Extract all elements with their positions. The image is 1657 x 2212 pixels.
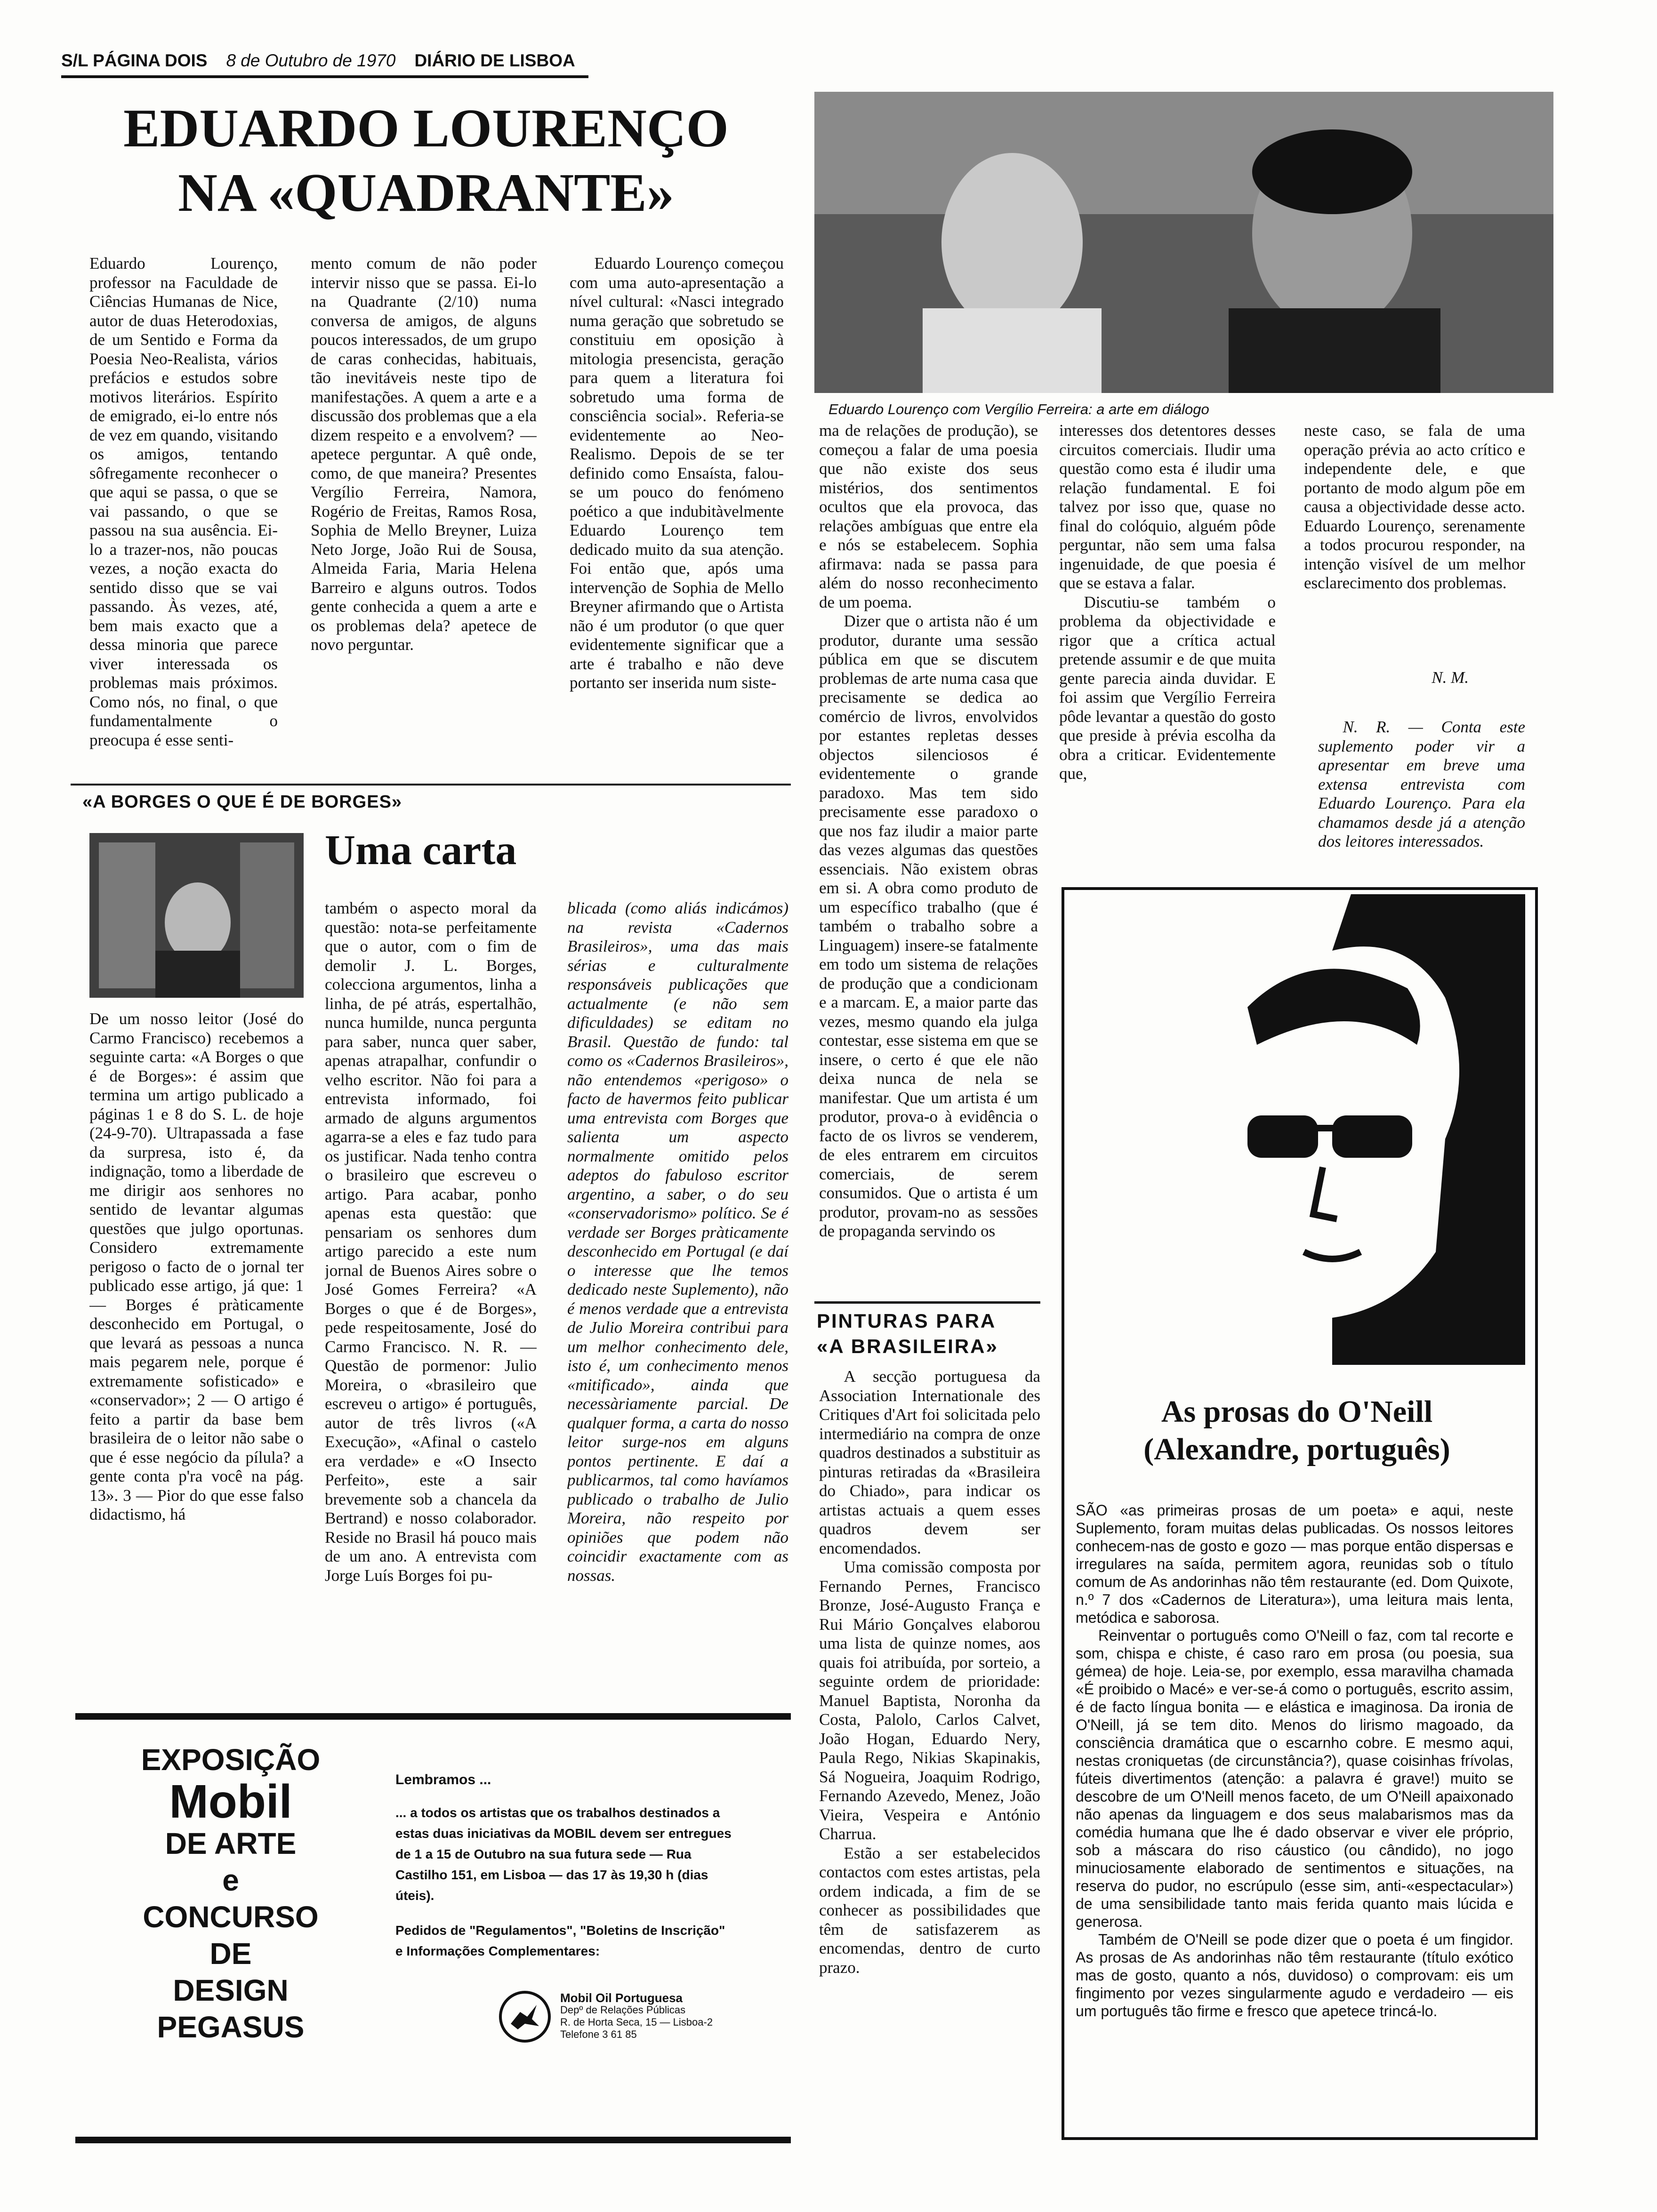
article-signature: N. M. (1432, 668, 1469, 687)
company-telephone: Telefone 3 61 85 (560, 2028, 637, 2040)
paragraph: mento comum de não poder intervir nisso que se passa. Ei-lo na Quadrante (2/10) numa conversa de amigos, de alguns poucos interessados, de um grupo de caras conhecidas, habituais, tão inevitáveis neste tipo de manifestações. A quem a arte e a discussão dos problemas que a ela dizem respeito e a envolvem? — apetece perguntar. A quê onde, como, de que maneira? Presentes Vergílio Ferreira, Namora, Rogério de Freitas, Ramos Rosa, Sophia de Mello Breyner, Luiza Neto Jorge, João Rui de Sousa, Almeida Faria, Maria Helena Barreiro e alguns outros. Todos gente conhecida a quem a arte e os problemas dela? apetece de novo perguntar. (311, 254, 537, 654)
photo-illustration (814, 92, 1553, 393)
article-column-5 (1059, 421, 1276, 873)
section-rule (71, 784, 791, 785)
company-name: Mobil Oil Portuguesa (560, 1991, 683, 2005)
mobil-logo-text: Mobil (169, 1775, 292, 1828)
article-column-1 (89, 254, 278, 781)
article-column-2 (311, 254, 537, 781)
article3-title-line1: PINTURAS PARA (817, 1310, 997, 1332)
paragraph: Discutiu-se também o problema da objectividade e rigor que a crítica actual pretende assumir e de que muita gente parecia ainda duvidar. E foi assim que Vergílio Ferreira pôde levantar a questão do gosto que preside à prévia escolha da obra a criticar. Evidentemente que, (1059, 593, 1276, 783)
oneill-illustration (1069, 894, 1525, 1365)
ad-line: DE ARTE (165, 1827, 297, 1860)
paragraph: A secção portuguesa da Association Internationale des Critiques d'Art foi solicitada pelo intermediário na compra de onze quadros destinados a substituir as pinturas retiradas da «Brasileira do Chiado», para indicar os artistas actuais a quem esses quadros devem ser encomendados. (819, 1367, 1040, 1557)
paragraph: Também de O'Neill se pode dizer que o poeta é um fingidor. As prosas de As andorinhas não têm restaurante (título exótico mas de gosto, quanto a nós, duvidoso) o comprovam: eis um fingimento por vezes singularmente agudo e verdadeiro — eis um português tão firme e fresco que apetece trincá-lo. (1076, 1931, 1513, 2020)
article3-body (819, 1367, 1040, 2141)
paragraph: Eduardo Lourenço, professor na Faculdade de Ciências Humanas de Nice, autor de duas Heterodoxias, de um Sentido e Forma da Poesia Neo-Realista, vários prefácios e estudos sobre motivos literários. Espírito de emigrado, ei-lo entre nós de vez em quando, visitando os amigos, tentando sôfregamente reconhecer o que aqui se passa, o que se vai passando, o que se passou na sua ausência. Ei-lo a trazer-nos, não poucas vezes, a noção exacta do sentido disso que se vai passando. Às vezes, até, bem mais exacto que a dessa minoria que parece viver interessada os problemas mais próximos. Como nós, no final, o que fundamentalmente o preocupa é esse senti- (89, 254, 278, 749)
paragraph: Uma comissão composta por Fernando Pernes, Francisco Bronze, José-Augusto França e Rui Mário Gonçalves elaborou uma lista de quinze nomes, aos quais foi atribuída, por sorteio, a seguinte ordem de prioridade: Manuel Baptista, Noronha da Costa, Palolo, Carlos Calvet, João Hogan, Eduardo Nery, Paula Rego, Nikias Skapinakis, Sá Nogueira, Joaquim Rodrigo, Fernando Azevedo, Menez, João Vieira, Vespeira e António Charrua. (819, 1558, 1040, 1843)
ad-line: CONCURSO (143, 1900, 319, 1934)
article4-body (1076, 1501, 1513, 2123)
paragraph: Reinventar o português como O'Neill o faz, com tal recorte e som, chispa e chiste, é caso raro em prosa (ou poesia, sua gémea) de hoje. Leia-se, por exemplo, essa maravilha chamada «É proibido o Macé» e ver-se-á como o português, escrito assim, é de facto língua bonita — e elástica e imaginosa. Da ironia de O'Neill, já se tem dito. Menos do lirismo magoado, da consciência dramática que o escarnho cobre. E mesmo aqui, nestas croniquetas (de circunstância?), quase coisinhas frívolas, fúteis divertimentos (atenção: a palavra é grave!) muito se descobre de um O'Neill menos faceto, de um O'Neill apaixonado não apenas da linguagem e dos seus malabarismos mas da comédia humana que lhe é dado observar e viver ele próprio, sob a máscara do riso cáustico (ou cândido), no jogo minuciosamente elaborado de sentimentos e situações, na reserva do pudor, no escrúpulo (esse sim, anti-«espectacular») de uma sensibilidade tanto mais ferida quanto mais lúcida e generosa. (1076, 1627, 1513, 1930)
article-column-3 (570, 254, 784, 781)
paragraph: Estão a ser estabelecidos contactos com estes artistas, pela ordem indicada, a fim de se conhecer as possibilidades que têm de satisfazerem as encomendas, dentro de curto prazo. (819, 1843, 1040, 1977)
issue-date: 8 de Outubro de 1970 (226, 51, 396, 70)
ad-top-border (75, 1713, 791, 1720)
ad-left-block (104, 1741, 358, 2045)
article-title-line2: NA «QUADRANTE» (178, 162, 674, 223)
paragraph: Dizer que o artista não é um produtor, durante uma sessão pública em que se discutem problemas de arte numa casa que precisamente se dedica ao comércio de livros, envolvidos por estantes repletas desses objectos silenciosos é evidentemente o grande paradoxo. Mas tem sido precisamente esse paradoxo o que nos faz iludir a maior parte das vezes algumas das questões essenciais. Não existem obras em si. A obra como produto de um específico trabalho (que é também o trabalho sobre a Linguagem) insere-se fatalmente em todo um sistema de relações de produção que a condicionam e a marcam. E, a maior parte das vezes, mesmo quando ela julga contestar, esse sistema em que se insere, o certo é que ele não deixa nunca de nela se manifestar. Que um artista é um produtor, prova-o à evidência o facto de os livros se venderem, de eles entrarem em circuitos comerciais, de serem consumidos. Que o artista é um produtor, provam-no as sessões de propaganda servindo os (819, 612, 1038, 1240)
ad-bottom-border (75, 2137, 791, 2143)
header-rule (61, 75, 588, 78)
section-label: S/L PÁGINA DOIS (61, 51, 208, 70)
photo-lourenco-ferreira (814, 92, 1553, 393)
article-title-line1: EDUARDO LOURENÇO (123, 98, 729, 159)
newspaper-name: DIÁRIO DE LISBOA (414, 51, 575, 70)
paragraph: ma de relações de produção), se começou a falar de uma poesia que não existe dos seus mistérios, dos sentimentos ocultos que ela provoca, das relações ambíguas que entre ela e nós se estabelecem. Sophia afirmava: nada se passa para além do nosso reconhecimento de um poema. (819, 421, 1038, 611)
editor-note: N. R. — Conta este suplemento poder vir a apresentar em breve uma extensa entrevista com Eduardo Lourenço. Para ela chamamos desde já a atenção dos leitores interessados. (1318, 718, 1525, 850)
paragraph: interesses dos detentores desses circuitos comerciais. Iludir uma questão como esta é iludir uma relação fundamental. E foi talvez por isso que, quase no final do colóquio, alguém pôde perguntar, não sem uma falsa ingenuidade, de que poesia é que se estava a falar. (1059, 421, 1276, 592)
article4-title (1069, 1393, 1525, 1468)
company-dept: Depº de Relações Públicas (560, 2004, 686, 2016)
paragraph: também o aspecto moral da questão: nota-se perfeitamente que o autor, com o fim de demolir J. L. Borges, colecciona argumentos, linha a linha, de pé atrás, espertalhão, nunca humilde, nunca pergunta para saber, nunca quer saber, apenas atrapalhar, confundir o velho escritor. Não foi para a entrevista informado, foi armado de alguns argumentos agarra-se a eles e faz tudo para os justificar. Nada tenho contra o brasileiro que escreveu o artigo. Para acabar, ponho apenas esta questão: que pensariam os senhores dum artigo parecido a este num jornal de Buenos Aires sobre o José Gomes Ferreira? «A Borges o que é de Borges», pede respeitosamente, José do Carmo Francisco. N. R. — Questão de pormenor: Julio Moreira, o «brasileiro que escreveu o artigo» é português, autor de três livros («A Execução», «Afinal o castelo era verdade» e «O Insecto Perfeito», este a sair brevemente sob a chancela da Bertrand) e nosso colaborador. Reside no Brasil há pouco mais de um ano. A entrevista com Jorge Luís Borges foi pu- (325, 899, 537, 1585)
article2-column-3 (567, 899, 788, 1687)
page-header (61, 51, 575, 71)
ad-line: EXPOSIÇÃO (141, 1743, 321, 1777)
article3-top-rule (814, 1301, 1040, 1304)
ad-text-2: Pedidos de "Regulamentos", "Boletins de Inscrição" e Informações Complementares: (395, 1923, 725, 1958)
ad-lembramos: Lembramos ... (395, 1772, 491, 1787)
ad-company-block (560, 1992, 713, 2041)
photo-borges (89, 833, 304, 998)
ad-line: DE (209, 1937, 252, 1971)
article2-kicker: «A BORGES O QUE É DE BORGES» (82, 792, 402, 812)
ad-line: e (222, 1863, 239, 1897)
article2-column-2 (325, 899, 537, 1687)
oneill-portrait (1069, 894, 1525, 1365)
article3-title (817, 1308, 998, 1359)
ad-line: PEGASUS (157, 2010, 305, 2044)
company-address: R. de Horta Seca, 15 — Lisboa-2 (560, 2016, 713, 2028)
article3-title-line2: «A BRASILEIRA» (817, 1335, 998, 1357)
paragraph: blicada (como aliás indicámos) na revista «Cadernos Brasileiros», uma das mais sérias e culturalmente responsáveis publicações que actualmente (e não sem dificuldades) se editam no Brasil. Questão de fundo: tal como os «Cadernos Brasileiros», não entendemos «perigoso» o facto de havermos feito publicar uma entrevista com Borges que salienta um aspecto normalmente omitido pelos adeptos do fabuloso escritor argentino, a saber, o do seu «conservadorismo» político. Se é verdade ser Borges pràticamente desconhecido em Portugal (e daí o interesse que lhe temos dedicado neste Suplemento), não é menos verdade que a entrevista de Julio Moreira contribui para um melhor conhecimento dele, isto é, um conhecimento menos «mitificado», ainda que necessàriamente parcial. De qualquer forma, a carta do nosso leitor surge-nos em alguns pontos pertinente. E daí a publicarmos, tal como havíamos publicado o trabalho de Julio Moreira, não respeito por opiniões que podem não coincidir exactamente com as nossas. (567, 899, 788, 1585)
article-column-6 (1304, 421, 1525, 666)
article-title (85, 96, 767, 225)
article2-title: Uma carta (325, 827, 517, 874)
pegasus-logo (499, 1991, 551, 2043)
article4-title-line1: As prosas do O'Neill (1161, 1395, 1433, 1429)
borges-photo (89, 833, 304, 998)
article2-column-1 (89, 1010, 304, 1687)
paragraph: De um nosso leitor (José do Carmo Francisco) recebemos a seguinte carta: «A Borges o que é de Borges»: é assim que termina um artigo publicado a páginas 1 e 8 do S. L. de hoje (24-9-70). Ultrapassada a fase da surpresa, isto é, da indignação, tomo a liberdade de me dirigir aos senhores no sentido de levantar algumas questões que julgo oportunas. Considero extremamente perigoso o facto de o jornal ter publicado esse artigo, já que: 1 — Borges é pràticamente desconhecido em Portugal, o que levará as pessoas a nunca mais pegarem nele, porque é extremamente sofisticado» e «conservador»; 2 — O artigo é feito a partir da base bem brasileira de o leitor não sabe o que é esse negócio da pílula? a gente conta p'ra você na pág. 13». 3 — Pior do que esse falso didactismo, há (89, 1010, 304, 1523)
ad-text-1: ... a todos os artistas que os trabalhos destinados a estas duas iniciativas da MOBIL devem ser entregues de 1 a 15 de Outubro na sua futura sede — Rua Castilho 151, em Lisboa — das 17 às 19,30 h (dias úteis). (395, 1805, 732, 1903)
pegasus-icon (499, 1991, 551, 2043)
article-column-4 (819, 421, 1038, 1297)
paragraph: neste caso, se fala de uma operação prévia ao acto crítico e independente dele, e que portanto de modo algum põe em causa a objectividade desse acto. Eduardo Lourenço, serenamente a todos procurou responder, na intenção visível de um melhor esclarecimento dos problemas. (1304, 421, 1525, 592)
photo-caption: Eduardo Lourenço com Vergílio Ferreira: a arte em diálogo (828, 401, 1209, 417)
paragraph: Eduardo Lourenço começou com uma auto-apresentação a nível cultural: «Nasci integrado numa geração que sobretudo se constituiu em oposição à mitologia presencista, geração para quem a literatura foi sobretudo uma forma de consciência social». Referia-se evidentemente ao Neo-Realismo. Depois de se ter definido como Ensaísta, falou-se um pouco do fenómeno poético a que indubitàvelmente Eduardo Lourenço tem dedicado muito da sua atenção. Foi então que, após uma intervenção de Sophia de Mello Breyner afirmando que o Artista não é um produtor (o que quer evidentemente significar que a arte é trabalho e não deve portanto ser inserida num siste- (570, 254, 784, 692)
article4-title-line2: (Alexandre, português) (1143, 1432, 1450, 1467)
ad-line: DESIGN (173, 1973, 289, 2007)
paragraph: SÃO «as primeiras prosas de um poeta» e aqui, neste Suplemento, foram muitas delas publicadas. Os nossos leitores conhecem-nas de gosto e gozo — mas porque então dispersas e irregulares na saída, permitem agora, reunidas sob o título comum de As andorinhas não têm restaurante (ed. Dom Quixote, n.º 7 dos «Cadernos de Literatura»), uma leitura mais lenta, metódica e saborosa. (1076, 1502, 1513, 1626)
